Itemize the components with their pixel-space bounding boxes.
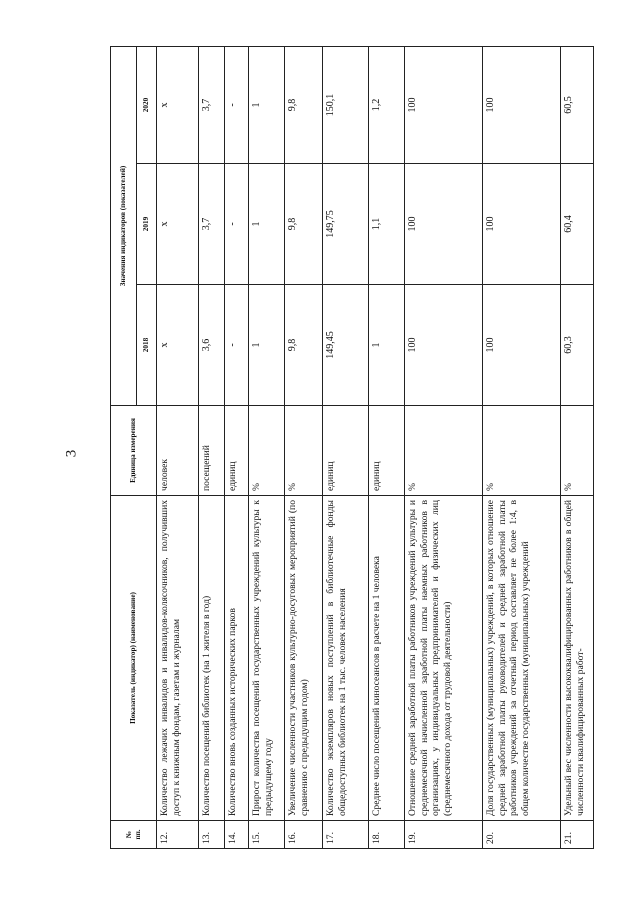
indicator-name: Удельный вес численности высококвалифицированных работников в общей численности квалифицированных работ- [561,496,594,821]
value-2018: 1 [369,285,405,406]
indicator-name: Количество экземпляров новых поступлений в библиотечные фонды общедоступных библиотек на 1 тыс. человек населения [323,496,369,821]
row-number: 19. [405,821,483,849]
unit-cell: единиц [323,406,369,496]
header-num: № пп. [111,821,157,849]
unit-cell: человек [157,406,199,496]
unit-cell: % [483,406,561,496]
value-2020: х [157,47,199,164]
value-2019: 1,1 [369,164,405,285]
header-year-2019: 2019 [137,164,157,285]
unit-cell: % [249,406,285,496]
table-row [561,47,594,849]
row-number: 15. [249,821,285,849]
value-2020: 1 [249,47,285,164]
table-row [285,47,323,849]
header-unit: Единица измерения [111,406,157,496]
page-number: 3 [63,449,80,458]
indicator-name: Среднее число посещений киносеансов в расчете на 1 человека [369,496,405,821]
indicator-name: Количество вновь созданных исторических парков [225,496,249,821]
unit-cell: единиц [369,406,405,496]
indicator-table [110,46,594,849]
unit-cell: единиц [225,406,249,496]
unit-cell: % [285,406,323,496]
indicator-name: Отношение средней заработной платы работников учреждений культуры и среднемесячной начисленной заработной платы наемных работников в организациях, у индивидуальных предпринимателей и физических лиц (среднемесячного дохода от трудовой деятельности) [405,496,483,821]
value-2018: 100 [483,285,561,406]
value-2019: х [157,164,199,285]
table-row [369,47,405,849]
value-2020: 100 [483,47,561,164]
table-row [249,47,285,849]
value-2019: 100 [405,164,483,285]
value-2019: 149,75 [323,164,369,285]
row-number: 12. [157,821,199,849]
value-2018: 60,3 [561,285,594,406]
header-year-2018: 2018 [137,285,157,406]
value-2020: 3,7 [199,47,225,164]
row-number: 13. [199,821,225,849]
unit-cell: посещений [199,406,225,496]
indicator-table-wrapper [110,47,586,849]
table-row [323,47,369,849]
value-2019: 1 [249,164,285,285]
row-number: 16. [285,821,323,849]
header-values-group: Значения индикаторов (показателей) [111,47,137,406]
table-row [199,47,225,849]
value-2020: 150,1 [323,47,369,164]
value-2020: 60,5 [561,47,594,164]
value-2019: 60,4 [561,164,594,285]
table-row [405,47,483,849]
indicator-name: Прирост количества посещений государственных учреждений культуры к предыдущему году [249,496,285,821]
value-2019: 9,8 [285,164,323,285]
value-2018: х [157,285,199,406]
indicator-name: Увеличение численности участников культурно-досуговых мероприятий (по сравнению с предыдущим годом) [285,496,323,821]
indicator-name: Количество посещений библиотек (на 1 жителя в год) [199,496,225,821]
value-2018: - [225,285,249,406]
row-number: 21. [561,821,594,849]
table-row [225,47,249,849]
header-year-2020: 2020 [137,47,157,164]
value-2018: 100 [405,285,483,406]
value-2018: 149,45 [323,285,369,406]
value-2018: 1 [249,285,285,406]
value-2020: 1,2 [369,47,405,164]
value-2020: - [225,47,249,164]
table-row [157,47,199,849]
value-2018: 9,8 [285,285,323,406]
row-number: 14. [225,821,249,849]
table-row [483,47,561,849]
indicator-name: Количество лежачих инвалидов и инвалидов-колясочников, получивших доступ к книжным фондам, газетам и журналам [157,496,199,821]
unit-cell: % [405,406,483,496]
header-indicator: Показатель (индикатор) (наименование) [111,496,157,821]
value-2020: 100 [405,47,483,164]
value-2019: 100 [483,164,561,285]
row-number: 20. [483,821,561,849]
value-2019: 3,7 [199,164,225,285]
indicator-name: Доля государственных (муниципальных) учреждений, в которых отношение средней заработной платы руководителей и средней заработной платы работников учреждений за отчетный период составляет не более 1:4, в общем количестве государственных (муниципальных) учреждений [483,496,561,821]
value-2018: 3,6 [199,285,225,406]
value-2019: - [225,164,249,285]
value-2020: 9,8 [285,47,323,164]
row-number: 18. [369,821,405,849]
row-number: 17. [323,821,369,849]
rotated-sheet [110,47,586,849]
unit-cell: % [561,406,594,496]
